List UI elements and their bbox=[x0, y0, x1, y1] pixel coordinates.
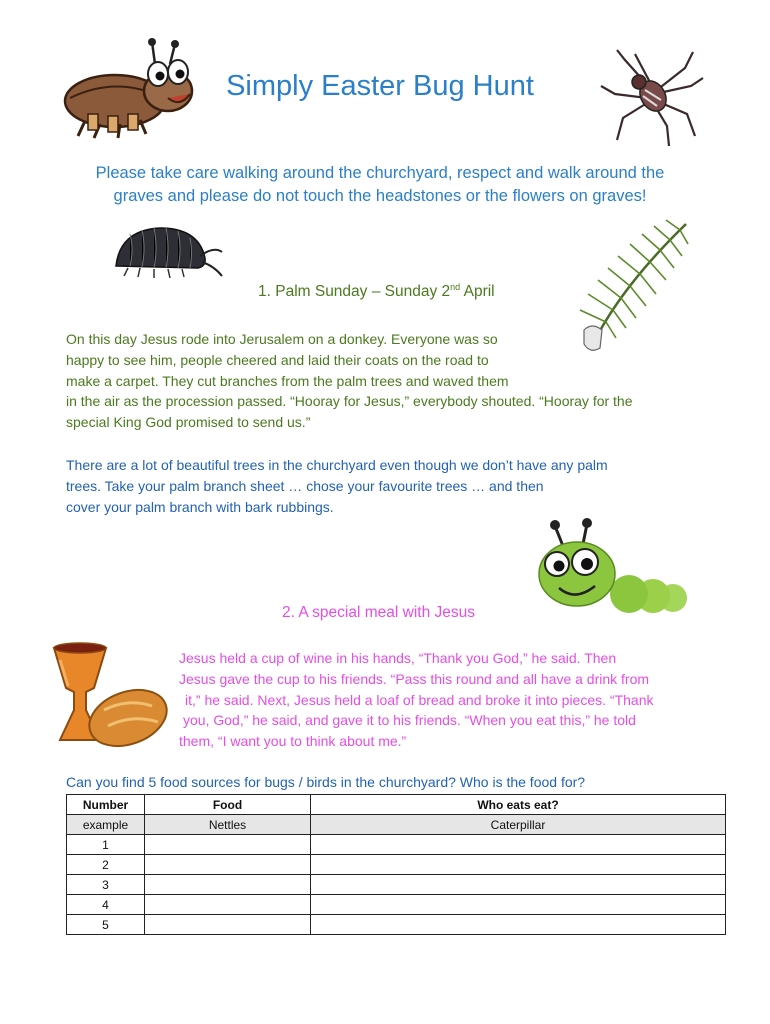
section-1-heading-month: April bbox=[460, 283, 495, 300]
cell-who-eats[interactable] bbox=[311, 835, 726, 855]
cell-number: 5 bbox=[67, 915, 145, 935]
table-row bbox=[67, 895, 726, 915]
cell-who-eats[interactable] bbox=[311, 875, 726, 895]
page-title: Simply Easter Bug Hunt bbox=[226, 70, 534, 102]
section-2-heading: 2. A special meal with Jesus bbox=[282, 604, 475, 621]
table-row bbox=[67, 915, 726, 935]
cell-food[interactable] bbox=[145, 895, 311, 915]
activity-line: There are a lot of beautiful trees in the churchyard even though we don’t have any palm bbox=[66, 457, 608, 473]
caterpillar-illustration bbox=[535, 518, 690, 624]
story-line: Jesus held a cup of wine in his hands, “Thank you God,” he said. Then bbox=[179, 650, 617, 666]
story-line: make a carpet. They cut branches from the palm trees and waved them bbox=[66, 372, 509, 389]
warning-line: graves and please do not touch the headstones or the flowers on graves! bbox=[113, 187, 647, 205]
story-line: you, God,” he said, and gave it to his friends. “When you eat this,” he told bbox=[183, 712, 636, 729]
food-sources-question: Can you find 5 food sources for bugs / birds in the churchyard? Who is the food for? bbox=[66, 774, 586, 790]
table-header-row bbox=[67, 795, 726, 815]
cell-who-eats[interactable] bbox=[311, 895, 726, 915]
story-line: Jesus gave the cup to his friends. “Pass this round and all have a drink from bbox=[179, 670, 650, 687]
cell-number: example bbox=[67, 815, 145, 835]
story-line: happy to see him, people cheered and laid their coats on the road to bbox=[66, 351, 489, 368]
special-meal-story bbox=[179, 648, 653, 752]
story-line: them, “I want you to think about me.” bbox=[179, 733, 407, 750]
bark-rubbing-activity bbox=[66, 455, 608, 517]
cup-and-bread-illustration bbox=[48, 640, 170, 752]
table-row bbox=[67, 855, 726, 875]
story-line: it,” he said. Next, Jesus held a loaf of bread and broke it into pieces. “Thank bbox=[185, 691, 654, 708]
cell-number: 1 bbox=[67, 835, 145, 855]
story-line: in the air as the procession passed. “Hooray for Jesus,” everybody shouted. “Hooray for the bbox=[66, 393, 633, 410]
cell-food[interactable] bbox=[145, 855, 311, 875]
cell-who-eats[interactable] bbox=[311, 855, 726, 875]
activity-line: trees. Take your palm branch sheet … chose your favourite trees … and then bbox=[66, 477, 544, 494]
section-1-heading-sup: nd bbox=[450, 281, 461, 292]
cell-food: Nettles bbox=[145, 815, 311, 835]
woodlouse-illustration bbox=[110, 222, 225, 280]
activity-line: cover your palm branch with bark rubbings. bbox=[66, 498, 334, 515]
cell-food[interactable] bbox=[145, 915, 311, 935]
cell-food[interactable] bbox=[145, 835, 311, 855]
cell-number: 2 bbox=[67, 855, 145, 875]
cell-food[interactable] bbox=[145, 875, 311, 895]
palm-sunday-story bbox=[66, 329, 633, 433]
header-food: Food bbox=[145, 795, 311, 815]
table-row bbox=[67, 875, 726, 895]
header-number: Number bbox=[67, 795, 145, 815]
churchyard-warning bbox=[60, 162, 700, 208]
cell-who-eats: Caterpillar bbox=[311, 815, 726, 835]
section-1-heading bbox=[258, 283, 495, 301]
story-line: On this day Jesus rode into Jerusalem on a donkey. Everyone was so bbox=[66, 331, 498, 347]
cell-number: 4 bbox=[67, 895, 145, 915]
header-who-eats: Who eats eat? bbox=[311, 795, 726, 815]
food-sources-table bbox=[66, 794, 726, 935]
story-line: special King God promised to send us.” bbox=[66, 414, 311, 431]
table-row bbox=[67, 815, 726, 835]
cell-number: 3 bbox=[67, 875, 145, 895]
table-row bbox=[67, 835, 726, 855]
cell-who-eats[interactable] bbox=[311, 915, 726, 935]
section-1-heading-text: 1. Palm Sunday – Sunday 2 bbox=[258, 283, 451, 300]
warning-line: Please take care walking around the churchyard, respect and walk around the bbox=[95, 164, 665, 182]
